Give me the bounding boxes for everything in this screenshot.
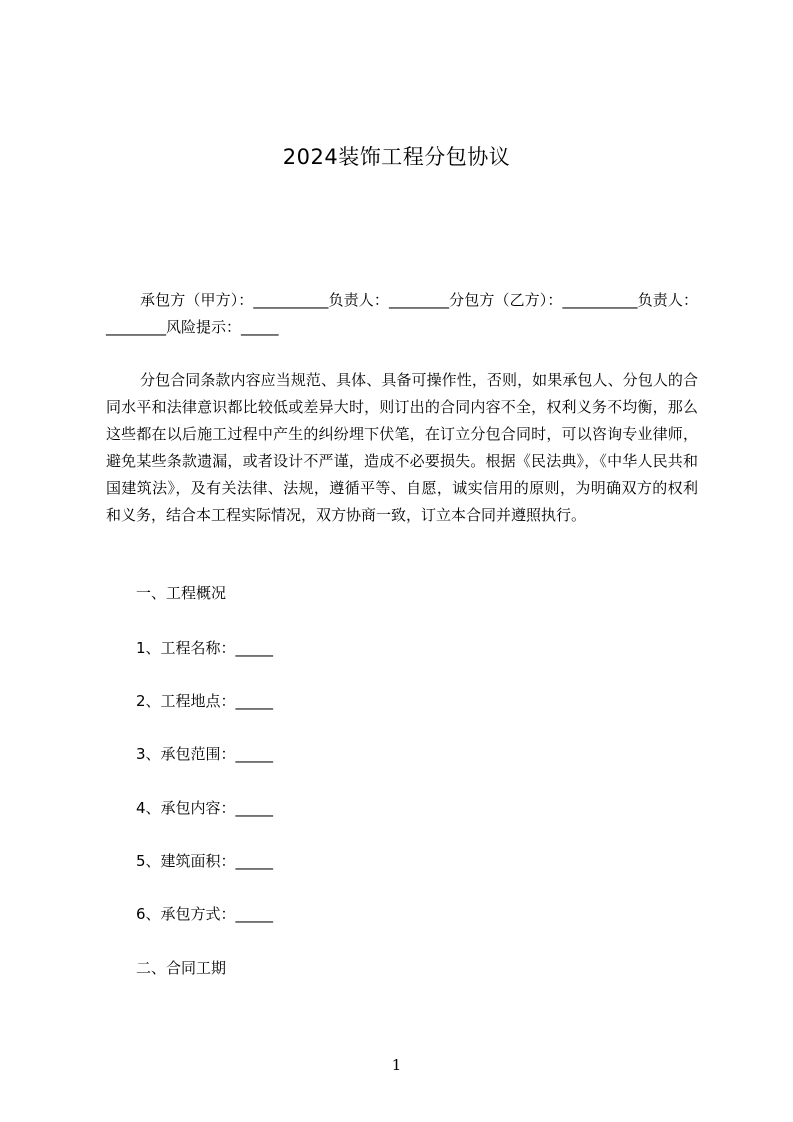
page-number: 1	[391, 1056, 402, 1074]
list-item-building-area: 5、建筑面积：_____	[136, 852, 274, 870]
list-item-contract-method: 6、承包方式：_____	[136, 905, 274, 923]
list-item-project-location: 2、工程地点：_____	[136, 692, 274, 710]
section-heading-contract-period: 二、合同工期	[136, 959, 227, 977]
list-item-project-name: 1、工程名称：_____	[136, 639, 274, 657]
parties-paragraph: 承包方（甲方）：__________负责人：________分包方（乙方）：__________负责人：________风险提示：_____	[106, 291, 698, 336]
document-title: 2024装饰工程分包协议	[282, 145, 511, 169]
section-heading-project-overview: 一、工程概况	[136, 584, 227, 602]
list-item-contract-content: 4、承包内容：_____	[136, 799, 274, 817]
intro-paragraph: 分包合同条款内容应当规范、具体、具备可操作性，否则，如果承包人、分包人的合同水平和法律意识都比较低或差异大时，则订出的合同内容不全，权利义务不均衡，那么这些都在以后施工过程中产生的纠纷埋下伏笔，在订立分包合同时，可以咨询专业律师，避免某些条款遗漏，或者设计不严谨，造成不必要损失。根据《民法典》，《中华人民共和国建筑法》，及有关法律、法规，遵循平等、自愿，诚实信用的原则，为明确双方的权利和义务，结合本工程实际情况，双方协商一致，订立本合同并遵照执行。	[106, 371, 698, 524]
list-item-contract-scope: 3、承包范围：_____	[136, 745, 274, 763]
